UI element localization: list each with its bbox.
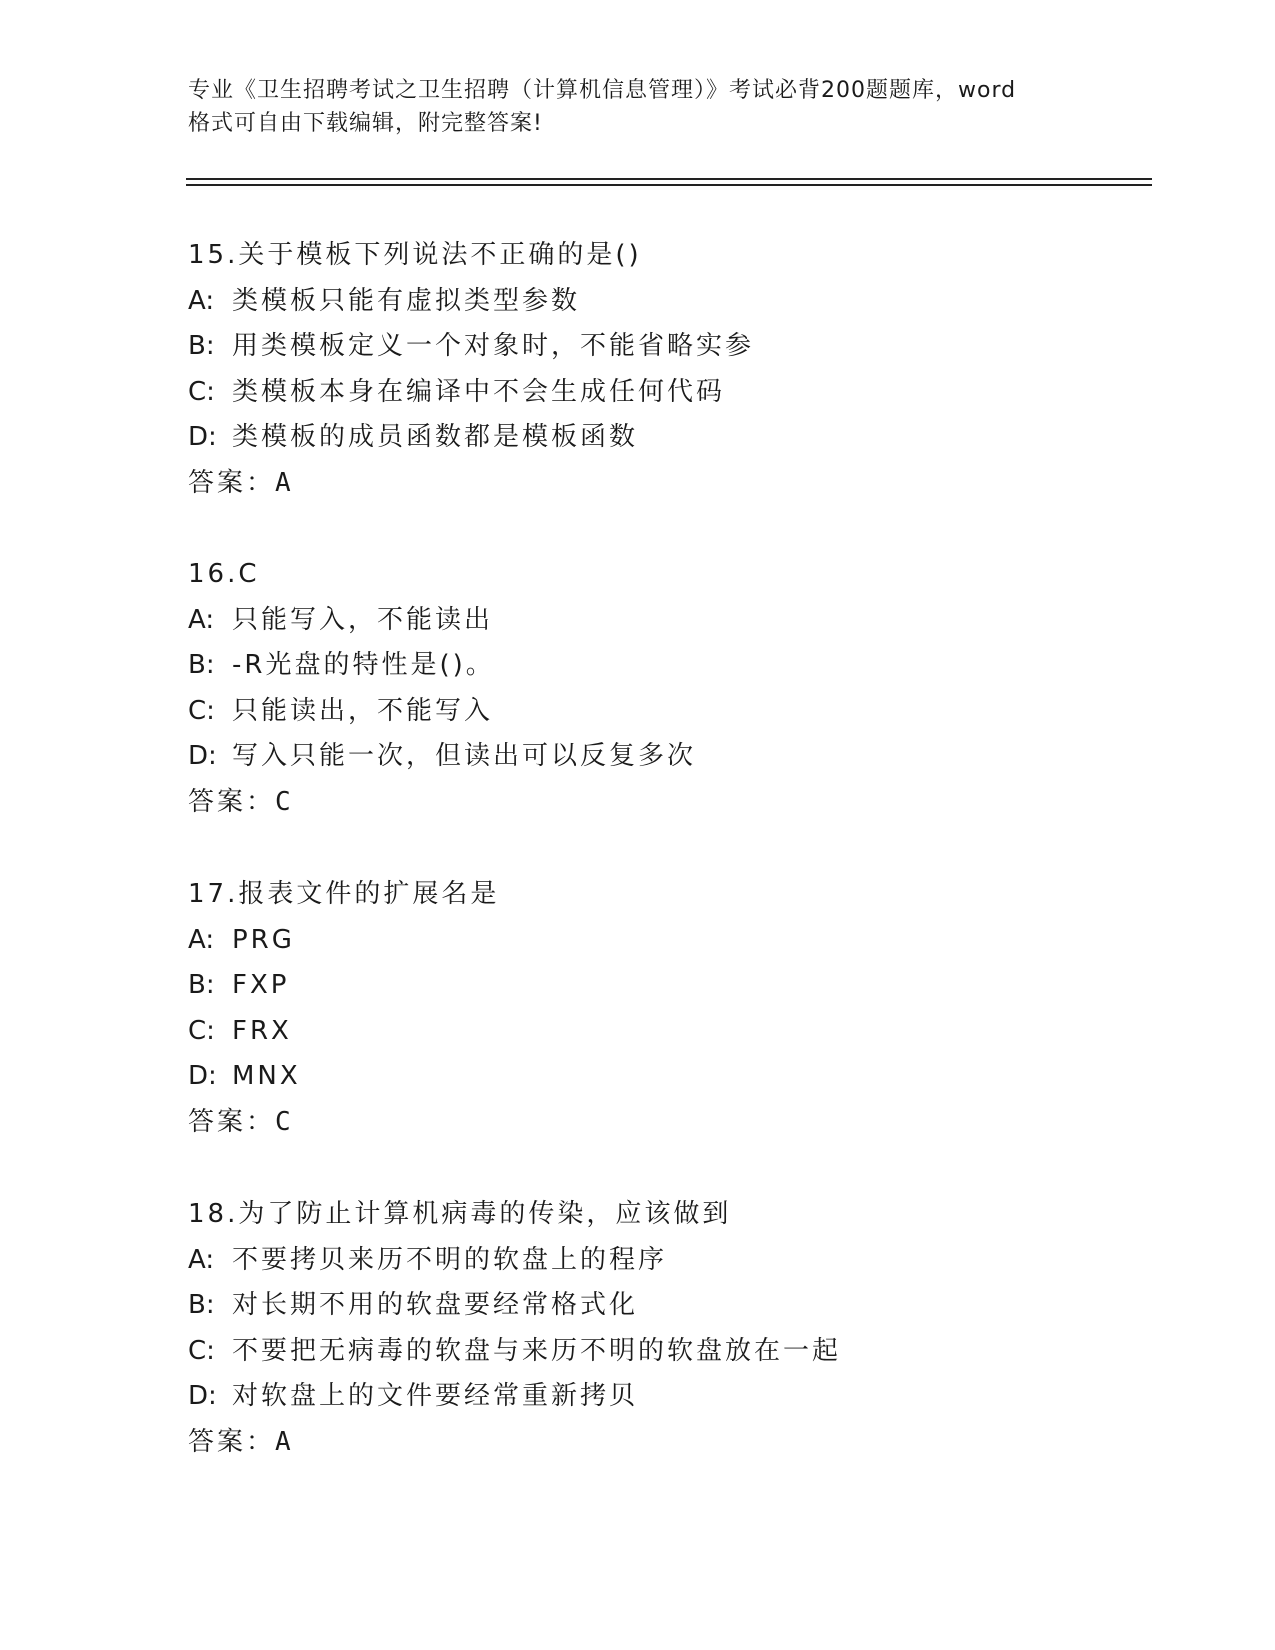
option-a xyxy=(188,598,1168,644)
option-d xyxy=(188,415,1168,461)
option-text: -R光盘的特性是()。 xyxy=(232,650,495,680)
option-text: 类模板只能有虚拟类型参数 xyxy=(232,285,581,316)
option-c xyxy=(188,370,1168,416)
question-16 xyxy=(188,552,1168,825)
option-letter: B: xyxy=(188,650,215,680)
header-line-2: 格式可自由下载编辑，附完整答案! xyxy=(188,111,543,136)
header-divider-bottom xyxy=(186,184,1152,186)
option-letter: A: xyxy=(188,1244,215,1275)
option-letter: D: xyxy=(188,741,217,771)
question-15 xyxy=(188,233,1168,506)
option-letter: A: xyxy=(188,604,215,635)
option-b xyxy=(188,324,1168,370)
answer-value: A xyxy=(275,467,294,498)
answer-value: C xyxy=(275,786,294,817)
option-a xyxy=(188,279,1168,325)
answer-label: 答案： xyxy=(188,786,276,817)
option-letter: D: xyxy=(188,422,217,452)
answer-line xyxy=(188,1420,1168,1466)
header-divider-top xyxy=(186,178,1152,180)
option-letter: C: xyxy=(188,376,215,407)
option-text: FRX xyxy=(232,1015,292,1046)
option-letter: B: xyxy=(188,970,215,1000)
option-c xyxy=(188,1009,1168,1055)
option-text: 用类模板定义一个对象时，不能省略实参 xyxy=(232,331,755,361)
option-d xyxy=(188,1054,1168,1100)
option-a xyxy=(188,1238,1168,1284)
header-line-1: 专业《卫生招聘考试之卫生招聘（计算机信息管理）》考试必背200题题库，word xyxy=(188,78,1017,103)
question-stem: 18.为了防止计算机病毒的传染，应该做到 xyxy=(188,1199,732,1229)
answer-line xyxy=(188,461,1168,507)
answer-line xyxy=(188,1100,1168,1146)
option-text: MNX xyxy=(232,1061,301,1091)
option-b xyxy=(188,643,1168,689)
question-17 xyxy=(188,872,1168,1145)
question-stem: 17.报表文件的扩展名是 xyxy=(188,879,500,909)
option-letter: B: xyxy=(188,1290,215,1320)
option-text: 不要把无病毒的软盘与来历不明的软盘放在一起 xyxy=(232,1335,842,1366)
option-text: 类模板的成员函数都是模板函数 xyxy=(232,422,639,452)
option-c xyxy=(188,689,1168,735)
option-text: 不要拷贝来历不明的软盘上的程序 xyxy=(232,1244,668,1275)
option-b xyxy=(188,1283,1168,1329)
option-text: FXP xyxy=(232,970,290,1000)
option-letter: C: xyxy=(188,695,215,726)
option-text: 对软盘上的文件要经常重新拷贝 xyxy=(232,1381,639,1411)
option-b xyxy=(188,963,1168,1009)
question-18 xyxy=(188,1192,1168,1465)
answer-label: 答案： xyxy=(188,1106,276,1137)
question-stem: 16.C xyxy=(188,559,260,589)
option-letter: A: xyxy=(188,285,215,316)
option-text: 类模板本身在编译中不会生成任何代码 xyxy=(232,376,726,407)
option-letter: C: xyxy=(188,1015,215,1046)
option-text: PRG xyxy=(232,924,295,955)
answer-line xyxy=(188,780,1168,826)
option-c xyxy=(188,1329,1168,1375)
answer-value: C xyxy=(275,1106,294,1137)
answer-label: 答案： xyxy=(188,467,276,498)
option-text: 写入只能一次，但读出可以反复多次 xyxy=(232,741,697,771)
option-letter: A: xyxy=(188,924,215,955)
option-d xyxy=(188,1374,1168,1420)
answer-label: 答案： xyxy=(188,1426,276,1457)
document-header xyxy=(188,74,1088,140)
answer-value: A xyxy=(275,1426,294,1457)
question-stem: 15.关于模板下列说法不正确的是() xyxy=(188,240,642,270)
option-d xyxy=(188,734,1168,780)
option-letter: C: xyxy=(188,1335,215,1366)
option-letter: B: xyxy=(188,331,215,361)
option-letter: D: xyxy=(188,1061,217,1091)
option-a xyxy=(188,918,1168,964)
option-text: 只能读出，不能写入 xyxy=(232,695,494,726)
option-letter: D: xyxy=(188,1381,217,1411)
option-text: 对长期不用的软盘要经常格式化 xyxy=(232,1290,639,1320)
option-text: 只能写入，不能读出 xyxy=(232,604,494,635)
